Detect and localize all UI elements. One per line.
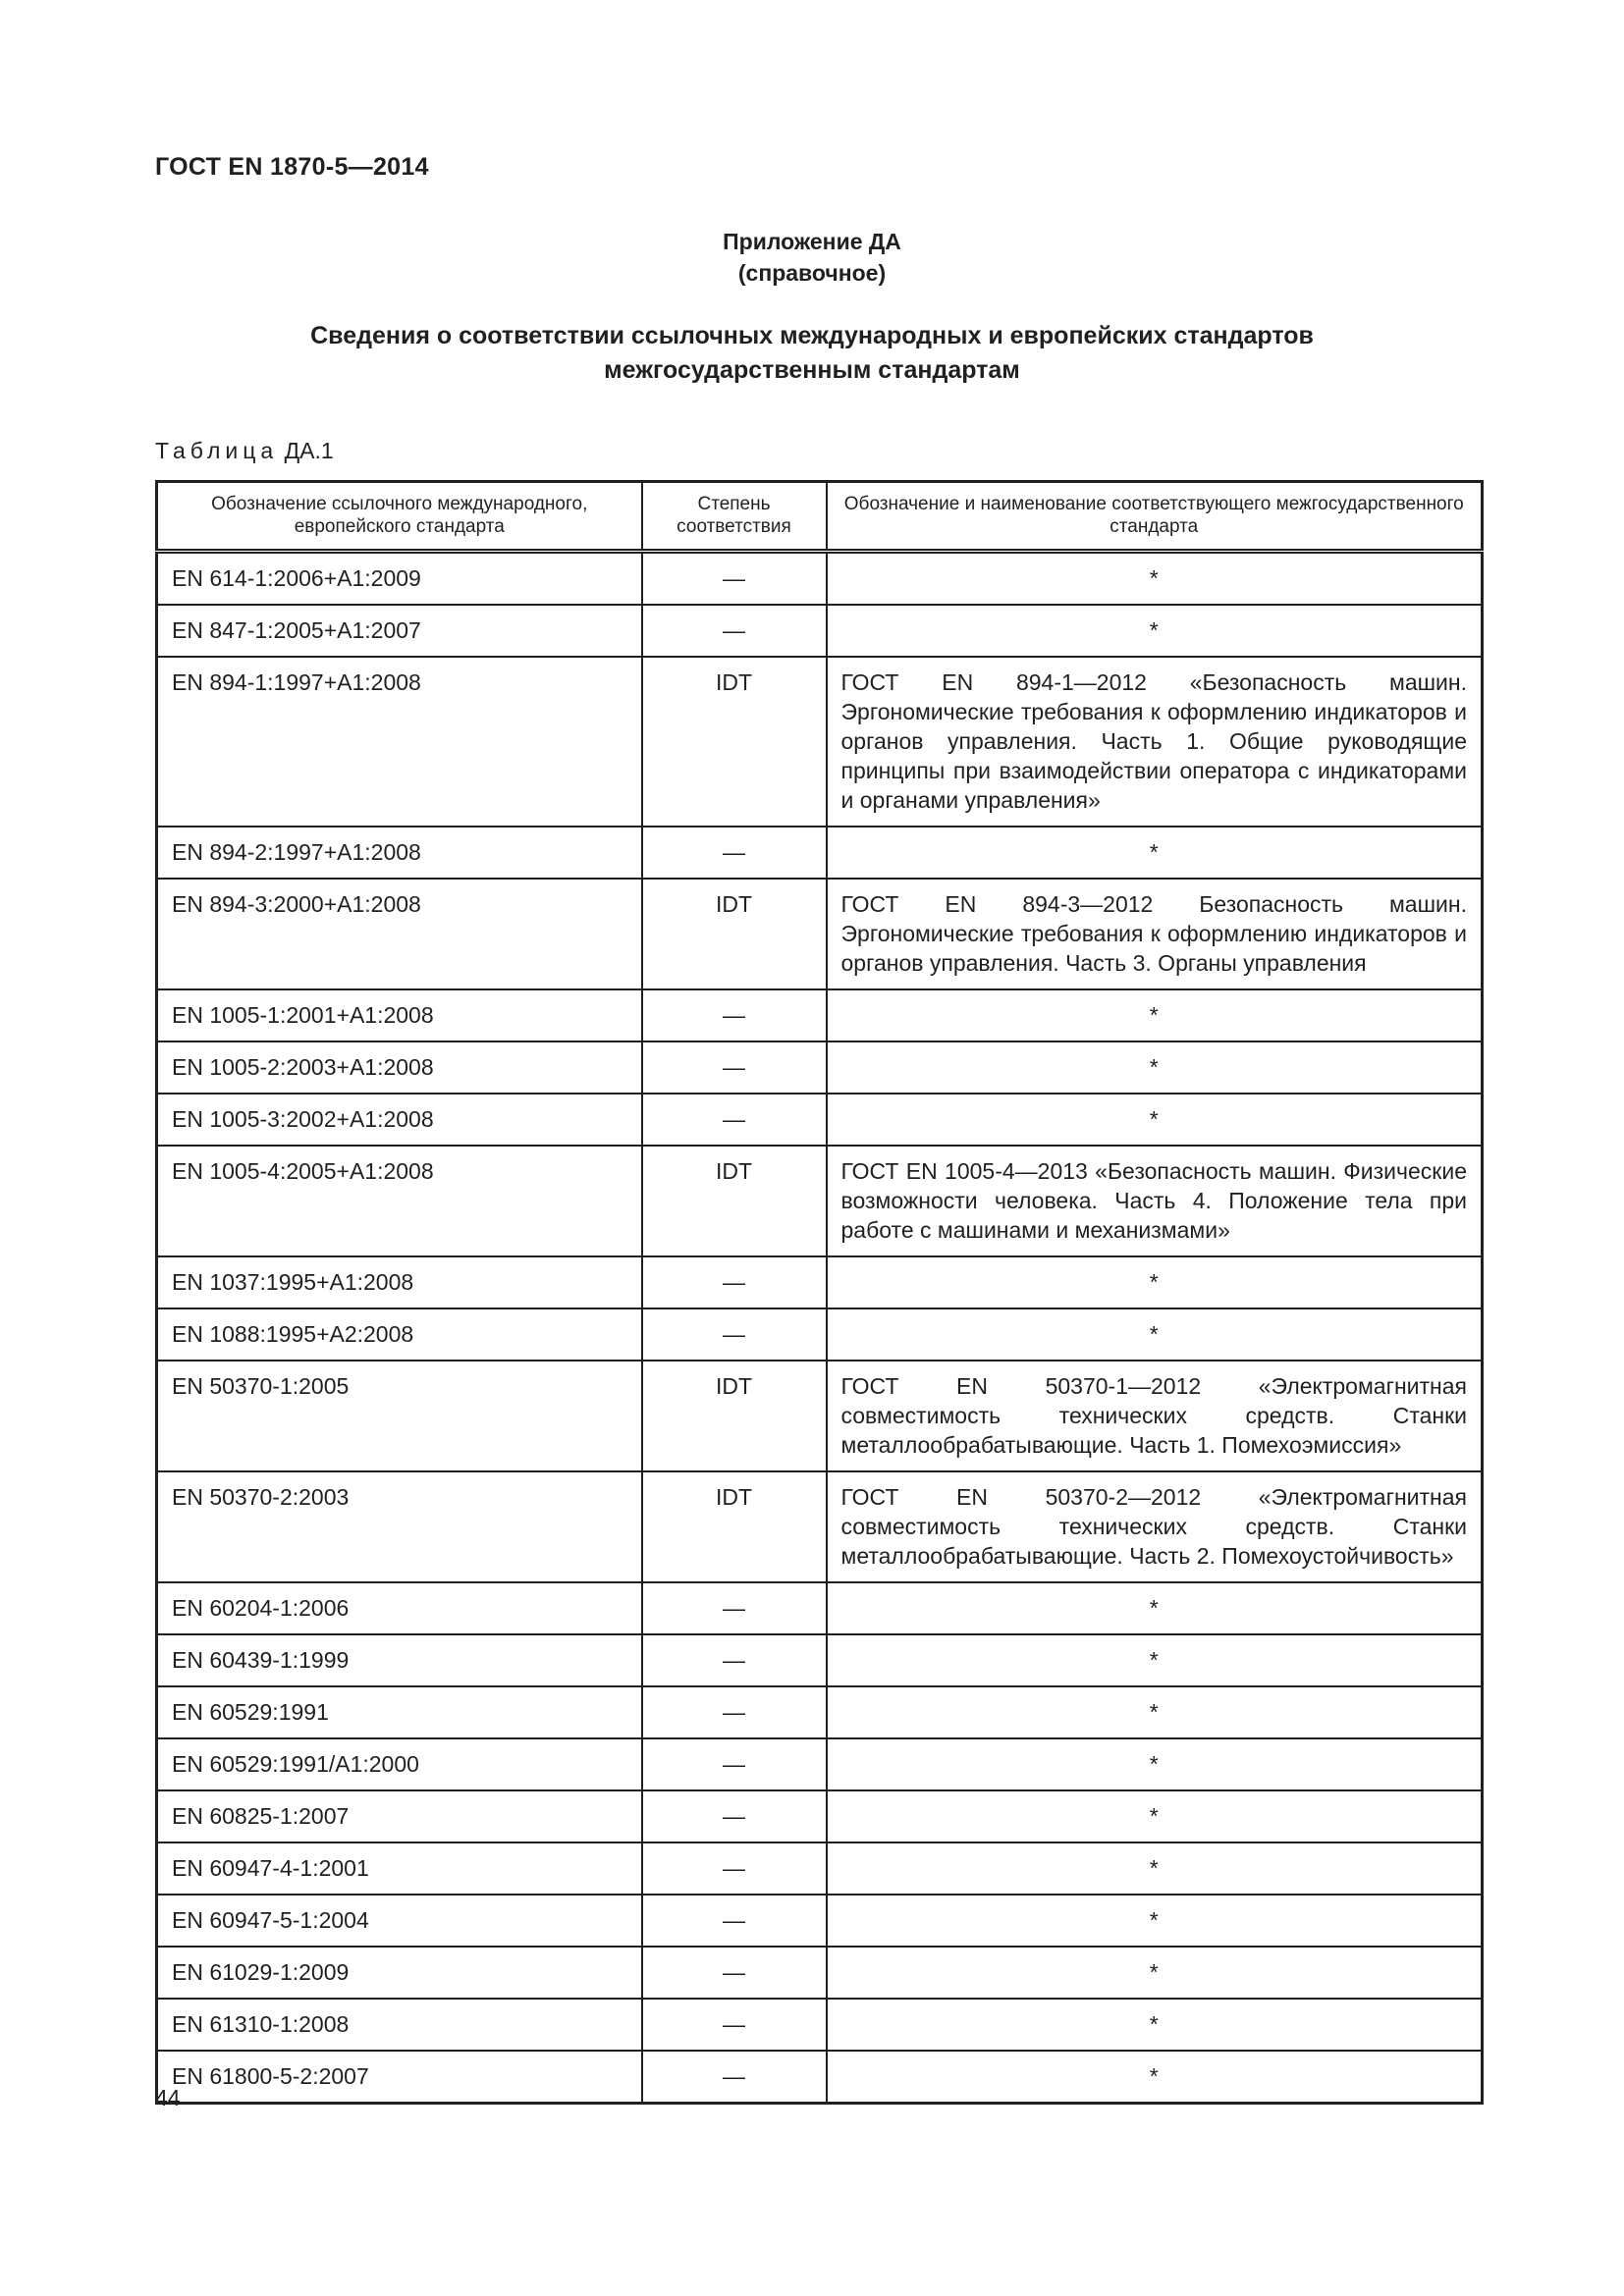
table-caption-word: Таблица	[155, 438, 279, 463]
table-row	[157, 1738, 1483, 1790]
cell-interstate-standard: *	[827, 1947, 1483, 1999]
cell-standard-code: EN 1005-2:2003+A1:2008	[157, 1041, 642, 1094]
cell-standard-code: EN 60947-4-1:2001	[157, 1842, 642, 1895]
cell-standard-code: EN 614-1:2006+A1:2009	[157, 552, 642, 606]
table-row	[157, 1790, 1483, 1842]
annex-title: Приложение ДА	[723, 229, 901, 254]
document-code: ГОСТ EN 1870-5—2014	[155, 153, 429, 181]
cell-standard-code: EN 894-3:2000+A1:2008	[157, 879, 642, 989]
table-row	[157, 552, 1483, 606]
cell-standard-code: EN 1005-1:2001+A1:2008	[157, 989, 642, 1041]
table-caption	[155, 438, 334, 464]
table-row	[157, 1361, 1483, 1471]
table-row	[157, 1308, 1483, 1361]
table-row	[157, 1094, 1483, 1146]
cell-degree: —	[642, 1582, 827, 1634]
cell-standard-code: EN 61310-1:2008	[157, 1999, 642, 2051]
cell-degree: —	[642, 1094, 827, 1146]
table-row	[157, 1947, 1483, 1999]
cell-interstate-standard: *	[827, 1094, 1483, 1146]
cell-degree: —	[642, 605, 827, 657]
cell-interstate-standard: *	[827, 1790, 1483, 1842]
cell-interstate-standard: *	[827, 1041, 1483, 1094]
cell-interstate-standard: ГОСТ EN 50370-2—2012 «Электромагнитная совместимость технических средств. Станки металлообрабатывающие. Часть 2. Помехоустойчивость»	[827, 1471, 1483, 1582]
cell-degree: —	[642, 1256, 827, 1308]
cell-interstate-standard: *	[827, 2051, 1483, 2104]
cell-degree: —	[642, 827, 827, 879]
cell-standard-code: EN 894-2:1997+A1:2008	[157, 827, 642, 879]
table-row	[157, 879, 1483, 989]
cell-interstate-standard: ГОСТ EN 50370-1—2012 «Электромагнитная совместимость технических средств. Станки металлообрабатывающие. Часть 1. Помехоэмиссия»	[827, 1361, 1483, 1471]
cell-interstate-standard: *	[827, 1256, 1483, 1308]
table-row	[157, 1146, 1483, 1256]
cell-standard-code: EN 50370-1:2005	[157, 1361, 642, 1471]
cell-interstate-standard: *	[827, 827, 1483, 879]
cell-interstate-standard: *	[827, 1582, 1483, 1634]
cell-interstate-standard: *	[827, 605, 1483, 657]
column-header-interstate-standard: Обозначение и наименование соответствующего межгосударственного стандарта	[827, 482, 1483, 552]
cell-interstate-standard: *	[827, 989, 1483, 1041]
cell-degree: IDT	[642, 657, 827, 827]
cell-degree: IDT	[642, 879, 827, 989]
table-row	[157, 1634, 1483, 1686]
table-row	[157, 1686, 1483, 1738]
cell-standard-code: EN 60439-1:1999	[157, 1634, 642, 1686]
cell-interstate-standard: ГОСТ EN 1005-4—2013 «Безопасность машин. Физические возможности человека. Часть 4. Положение тела при работе с машинами и механизмами»	[827, 1146, 1483, 1256]
annex-heading	[0, 226, 1624, 289]
cell-interstate-standard: ГОСТ EN 894-1—2012 «Безопасность машин. Эргономические требования к оформлению индикаторов и органов управления. Часть 1. Общие руководящие принципы при взаимодействии оператора с индикаторами и органами управления»	[827, 657, 1483, 827]
cell-standard-code: EN 894-1:1997+A1:2008	[157, 657, 642, 827]
cell-degree: IDT	[642, 1146, 827, 1256]
cell-degree: IDT	[642, 1471, 827, 1582]
cell-interstate-standard: *	[827, 1308, 1483, 1361]
cell-standard-code: EN 61800-5-2:2007	[157, 2051, 642, 2104]
cell-degree: —	[642, 1895, 827, 1947]
standards-correspondence-table	[155, 480, 1484, 2105]
table-header-row	[157, 482, 1483, 552]
table-row	[157, 1041, 1483, 1094]
cell-standard-code: EN 60529:1991	[157, 1686, 642, 1738]
cell-degree: —	[642, 1738, 827, 1790]
cell-interstate-standard: ГОСТ EN 894-3—2012 Безопасность машин. Эргономические требования к оформлению индикаторов и органов управления. Часть 3. Органы управления	[827, 879, 1483, 989]
cell-degree: IDT	[642, 1361, 827, 1471]
cell-standard-code: EN 60947-5-1:2004	[157, 1895, 642, 1947]
table-row	[157, 1895, 1483, 1947]
table-row	[157, 827, 1483, 879]
cell-degree: —	[642, 1790, 827, 1842]
column-header-degree: Степень соответствия	[642, 482, 827, 552]
table-row	[157, 1582, 1483, 1634]
cell-degree: —	[642, 1947, 827, 1999]
cell-interstate-standard: *	[827, 552, 1483, 606]
table-row	[157, 1999, 1483, 2051]
cell-standard-code: EN 1037:1995+A1:2008	[157, 1256, 642, 1308]
table-row	[157, 2051, 1483, 2104]
table-body	[157, 552, 1483, 2104]
table-row	[157, 1471, 1483, 1582]
cell-interstate-standard: *	[827, 1999, 1483, 2051]
cell-degree: —	[642, 1686, 827, 1738]
cell-interstate-standard: *	[827, 1842, 1483, 1895]
page-number: 44	[155, 2085, 181, 2110]
cell-standard-code: EN 50370-2:2003	[157, 1471, 642, 1582]
cell-degree: —	[642, 1308, 827, 1361]
page-title	[0, 319, 1624, 388]
cell-degree: —	[642, 1634, 827, 1686]
cell-interstate-standard: *	[827, 1634, 1483, 1686]
cell-standard-code: EN 1005-3:2002+A1:2008	[157, 1094, 642, 1146]
cell-interstate-standard: *	[827, 1686, 1483, 1738]
cell-standard-code: EN 1088:1995+A2:2008	[157, 1308, 642, 1361]
cell-degree: —	[642, 989, 827, 1041]
table-row	[157, 989, 1483, 1041]
cell-standard-code: EN 60825-1:2007	[157, 1790, 642, 1842]
table-row	[157, 1842, 1483, 1895]
cell-interstate-standard: *	[827, 1738, 1483, 1790]
page-title-line-1: Сведения о соответствии ссылочных международных и европейских стандартов	[310, 322, 1314, 349]
cell-interstate-standard: *	[827, 1895, 1483, 1947]
cell-degree: —	[642, 2051, 827, 2104]
table-row	[157, 605, 1483, 657]
cell-degree: —	[642, 552, 827, 606]
cell-standard-code: EN 61029-1:2009	[157, 1947, 642, 1999]
cell-degree: —	[642, 1842, 827, 1895]
table-caption-number: ДА.1	[284, 438, 334, 463]
cell-degree: —	[642, 1999, 827, 2051]
cell-standard-code: EN 60204-1:2006	[157, 1582, 642, 1634]
table-row	[157, 657, 1483, 827]
cell-standard-code: EN 847-1:2005+A1:2007	[157, 605, 642, 657]
page-title-line-2: межгосударственным стандартам	[604, 356, 1020, 384]
table-row	[157, 1256, 1483, 1308]
column-header-standard: Обозначение ссылочного международного, европейского стандарта	[157, 482, 642, 552]
cell-standard-code: EN 1005-4:2005+A1:2008	[157, 1146, 642, 1256]
cell-degree: —	[642, 1041, 827, 1094]
annex-subtitle: (справочное)	[737, 260, 887, 286]
cell-standard-code: EN 60529:1991/A1:2000	[157, 1738, 642, 1790]
